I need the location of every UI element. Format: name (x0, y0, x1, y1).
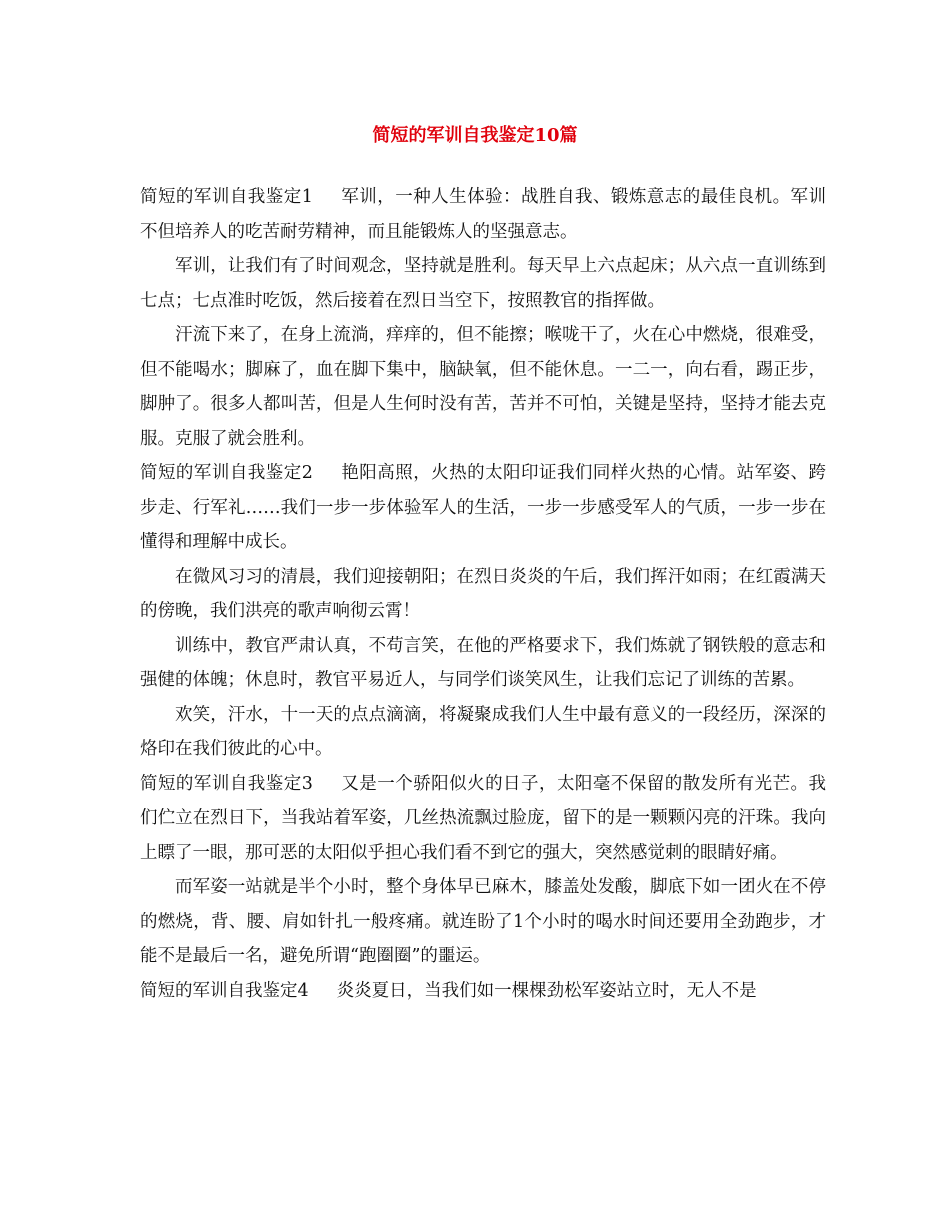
section-4-heading: 简短的军训自我鉴定4 (140, 980, 309, 1001)
section-2-first-paragraph (140, 456, 826, 560)
document-body (140, 180, 826, 1008)
section-1-paragraph: 汗流下来了，在身上流淌，痒痒的，但不能擦；喉咙干了，火在心中燃烧，很难受，但不能喝水；脚麻了，血在脚下集中，脑缺氧，但不能休息。一二一，向右看，踢正步，脚肿了。很多人都叫苦，但是人生何时没有苦，苦并不可怕，关键是坚持，坚持才能去克服。克服了就会胜利。 (140, 325, 826, 449)
section-3-paragraph: 而军姿一站就是半个小时，整个身体早已麻木，膝盖处发酸，脚底下如一团火在不停的燃烧，背、腰、肩如针扎一般疼痛。就连盼了1个小时的喝水时间还要用全劲跑步，才能不是最后一名，避免所谓“跑圈圈”的噩运。 (140, 877, 826, 966)
section-1-heading: 简短的军训自我鉴定1 (140, 187, 313, 207)
section-2-first-text: 艳阳高照，火热的太阳印证我们同样火热的心情。站军姿、跨步走、行军礼……我们一步一步体验军人的生活，一步一步感受军人的气质，一步一步在懂得和理解中成长。 (140, 463, 827, 552)
section-3-first-text: 又是一个骄阳似火的日子，太阳毫不保留的散发所有光芒。我们伫立在烈日下，当我站着军姿，几丝热流飘过脸庞，留下的是一颗颗闪亮的汗珠。我向上瞟了一眼，那可恶的太阳似乎担心我们看不到它的强大，突然感觉刺的眼睛好痛。 (140, 773, 827, 863)
document-title: 简短的军训自我鉴定10篇 (372, 125, 578, 146)
section-4-first-paragraph (140, 974, 826, 1009)
section-3-heading: 简短的军训自我鉴定3 (140, 773, 313, 794)
section-2-paragraph: 训练中，教官严肃认真，不苟言笑，在他的严格要求下，我们炼就了钢铁般的意志和强健的体魄；休息时，教官平易近人，与同学们谈笑风生，让我们忘记了训练的苦累。 (140, 635, 826, 690)
section-1-paragraph: 军训，让我们有了时间观念，坚持就是胜利。每天早上六点起床；从六点一直训练到七点；七点准时吃饭，然后接着在烈日当空下，按照教官的指挥做。 (140, 256, 826, 311)
section-1-first-text: 军训，一种人生体验：战胜自我、锻炼意志的最佳良机。军训不但培养人的吃苦耐劳精神，而且能锻炼人的坚强意志。 (140, 187, 827, 242)
section-3-first-paragraph (140, 767, 826, 871)
section-2-heading: 简短的军训自我鉴定2 (140, 463, 313, 483)
section-4-first-text: 炎炎夏日，当我们如一棵棵劲松军姿站立时，无人不是 (336, 980, 757, 1001)
section-2-paragraph: 在微风习习的清晨，我们迎接朝阳；在烈日炎炎的午后，我们挥汗如雨；在红霞满天的傍晚，我们洪亮的歌声响彻云霄！ (140, 566, 826, 621)
section-2-paragraph: 欢笑，汗水，十一天的点点滴滴，将凝聚成我们人生中最有意义的一段经历，深深的烙印在我们彼此的心中。 (140, 704, 826, 759)
section-1-first-paragraph (140, 180, 826, 249)
